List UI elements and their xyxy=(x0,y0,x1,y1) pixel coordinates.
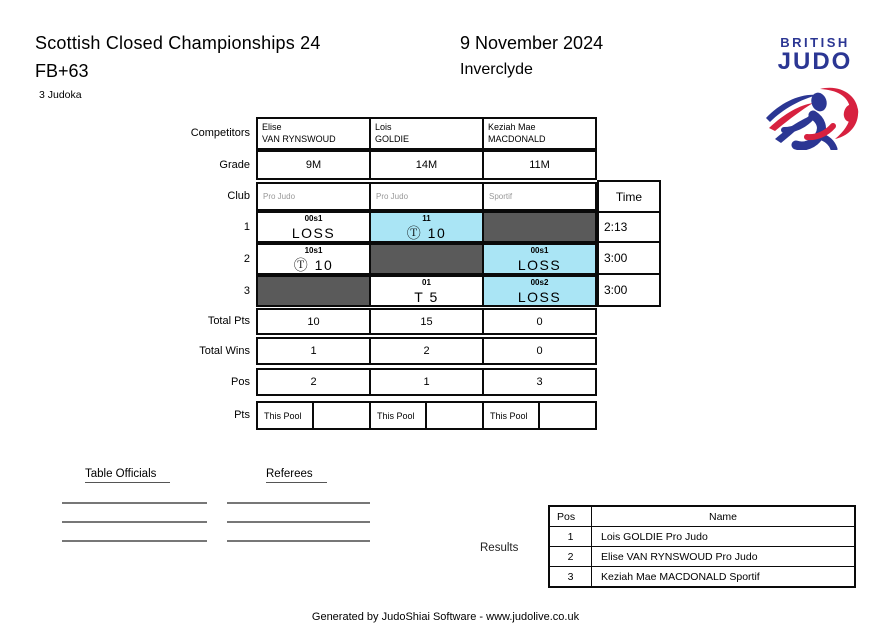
total-wins-value: 0 xyxy=(482,339,595,363)
pos-value: 1 xyxy=(369,370,482,394)
result-pos: 1 xyxy=(550,527,592,546)
last-name: VAN RYNSWOUD xyxy=(262,134,336,145)
time-column xyxy=(597,180,661,307)
total-wins-value: 1 xyxy=(310,345,317,357)
pts-cell xyxy=(482,403,595,428)
club-value: Pro Judo xyxy=(369,184,482,209)
row-label-grade: Grade xyxy=(219,159,250,171)
match-cell-blocked xyxy=(258,277,369,305)
results-col-name: Name xyxy=(708,510,737,523)
match-time-2: 3:00 xyxy=(599,241,659,273)
signature-line xyxy=(62,540,207,542)
match-row-3 xyxy=(256,275,597,307)
competitor-name-1 xyxy=(258,119,369,148)
score-code: 01 xyxy=(422,278,431,287)
score-code: 00s1 xyxy=(304,214,323,223)
this-pool-label: This Pool xyxy=(484,403,540,428)
grade-row xyxy=(256,150,597,180)
signature-line xyxy=(227,521,370,523)
time-header: Time xyxy=(615,189,643,204)
match-cell xyxy=(258,213,369,241)
results-label: Results xyxy=(480,542,519,554)
result-pos: 3 xyxy=(550,567,592,586)
first-name: Keziah Mae xyxy=(488,122,536,132)
pts-blank-cell xyxy=(540,403,596,428)
row-label-match-3: 3 xyxy=(243,285,250,297)
table-officials-heading: Table Officials xyxy=(85,468,170,483)
pts-row xyxy=(256,401,597,430)
signature-line xyxy=(62,502,207,504)
match-cell xyxy=(482,245,595,273)
match-cell xyxy=(369,213,482,241)
match-cell xyxy=(369,277,482,305)
grade-value: 11M xyxy=(482,152,595,178)
match-row-2 xyxy=(256,243,597,275)
results-row xyxy=(550,566,854,586)
score-value: T 5 xyxy=(414,289,439,305)
result-name: Lois GOLDIE Pro Judo xyxy=(601,530,708,543)
match-cell xyxy=(482,277,595,305)
score-value: Ⓣ 10 xyxy=(406,225,447,241)
this-pool-label: This Pool xyxy=(371,403,427,428)
results-row xyxy=(550,546,854,566)
logo-text-british: BRITISH xyxy=(780,35,850,50)
last-name: GOLDIE xyxy=(375,134,410,145)
referees-heading: Referees xyxy=(266,468,327,483)
competitors-row xyxy=(256,117,597,150)
british-judo-logo xyxy=(770,36,860,74)
result-pos: 2 xyxy=(550,547,592,566)
club-row xyxy=(256,182,597,211)
score-code: 00s2 xyxy=(530,278,549,287)
match-time-3: 3:00 xyxy=(599,273,659,305)
row-label-pts: Pts xyxy=(234,409,250,421)
pts-cell xyxy=(369,403,482,428)
row-label-total-pts: Total Pts xyxy=(207,315,250,327)
logo-text-judo: JUDO xyxy=(777,48,853,75)
match-cell-blocked xyxy=(482,213,595,241)
result-name: Elise VAN RYNSWOUD Pro Judo xyxy=(601,550,758,563)
this-pool-label: This Pool xyxy=(258,403,314,428)
row-label-pos: Pos xyxy=(231,376,250,388)
total-pts-row xyxy=(256,308,597,335)
score-value: LOSS xyxy=(517,289,562,305)
competition-title: Scottish Closed Championships 24 xyxy=(35,33,321,53)
competitor-name-3 xyxy=(482,119,595,148)
pos-row xyxy=(256,368,597,396)
score-code: 00s1 xyxy=(530,246,549,255)
event-venue: Inverclyde xyxy=(460,61,533,78)
match-cell-blocked xyxy=(369,245,482,273)
club-value: Pro Judo xyxy=(263,192,296,201)
score-code: 11 xyxy=(422,214,431,223)
row-label-match-1: 1 xyxy=(243,221,250,233)
match-cell xyxy=(258,245,369,273)
row-label-competitors: Competitors xyxy=(190,127,250,139)
pts-blank-cell xyxy=(314,403,370,428)
match-row-1 xyxy=(256,211,597,243)
competitor-name-2 xyxy=(369,119,482,148)
pos-value: 3 xyxy=(482,370,595,394)
first-name: Elise xyxy=(262,122,282,132)
event-date: 9 November 2024 xyxy=(460,33,604,53)
first-name: Lois xyxy=(375,122,392,132)
judoka-count: 3 Judoka xyxy=(39,89,82,101)
results-col-pos: Pos xyxy=(550,507,592,526)
club-value: Sportif xyxy=(482,184,595,209)
pos-value: 2 xyxy=(310,376,317,388)
results-table xyxy=(548,505,856,588)
judo-figure-icon xyxy=(763,82,868,150)
row-label-total-wins: Total Wins xyxy=(199,345,250,357)
last-name: MACDONALD xyxy=(488,134,546,145)
row-label-match-2: 2 xyxy=(243,253,250,265)
pts-blank-cell xyxy=(427,403,483,428)
score-value: Ⓣ 10 xyxy=(293,257,334,273)
result-name: Keziah Mae MACDONALD Sportif xyxy=(601,570,760,583)
match-time-1: 2:13 xyxy=(599,211,659,241)
grade-value: 14M xyxy=(369,152,482,178)
grade-value: 9M xyxy=(305,159,322,171)
total-pts-value: 0 xyxy=(482,310,595,333)
score-value: LOSS xyxy=(517,257,562,273)
signature-line xyxy=(227,540,370,542)
pts-cell xyxy=(258,403,369,428)
score-code: 10s1 xyxy=(304,246,323,255)
results-header-row xyxy=(550,507,854,526)
generator-credit: Generated by JudoShiai Software - www.judolive.co.uk xyxy=(311,611,580,623)
total-wins-value: 2 xyxy=(369,339,482,363)
signature-line xyxy=(62,521,207,523)
row-label-club: Club xyxy=(227,190,250,202)
signature-line xyxy=(227,502,370,504)
total-pts-value: 10 xyxy=(307,315,320,328)
total-pts-value: 15 xyxy=(369,310,482,333)
total-wins-row xyxy=(256,337,597,365)
category-title: FB+63 xyxy=(35,61,89,81)
results-row xyxy=(550,526,854,546)
score-value: LOSS xyxy=(291,225,336,241)
